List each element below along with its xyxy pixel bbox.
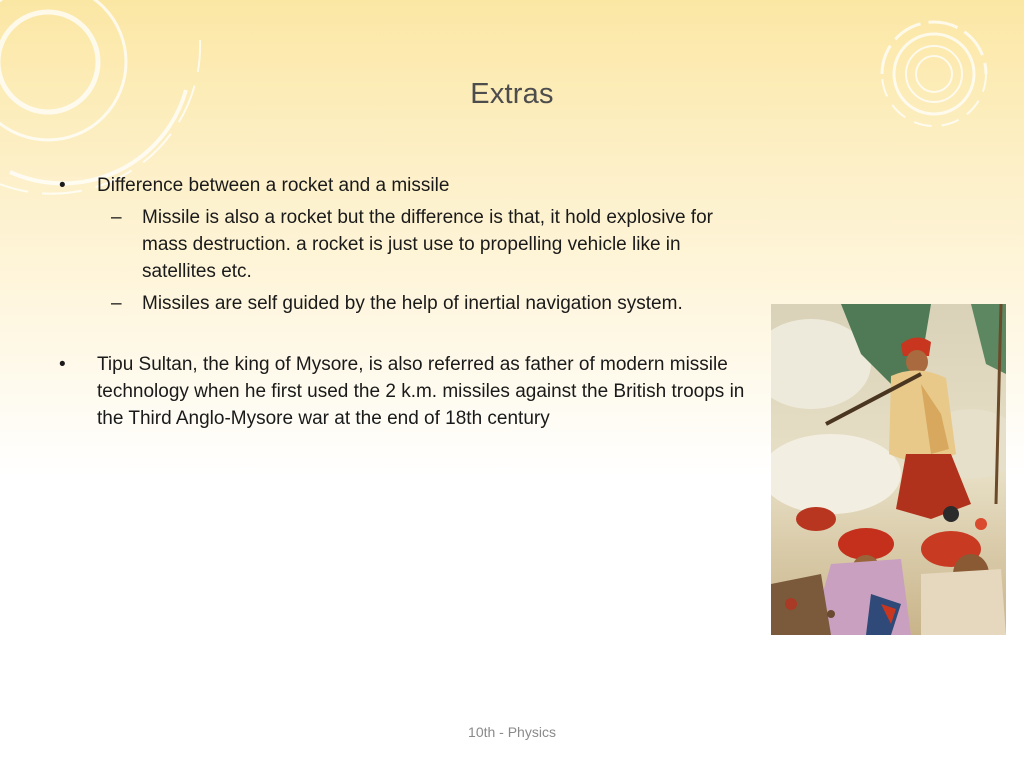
bullet-item [56,351,756,432]
sub-bullet-item [56,290,756,317]
sub-bullet-marker: – [111,293,122,314]
bullet-item [56,172,756,199]
bullet-marker: • [59,175,66,196]
slide-body [56,172,756,432]
slide-footer: 10th - Physics [468,724,556,740]
bullet-marker: • [59,354,66,375]
bullet-text: Tipu Sultan, the king of Mysore, is also referred as father of modern missile technology when he first used the 2 k.m. missiles against the British troops in the Third Anglo-Mysore war at the end of 18th century [97,354,745,429]
slide-title: Extras [470,78,554,110]
sub-bullet-text: Missiles are self guided by the help of inertial navigation system. [142,293,683,314]
bullet-text: Difference between a rocket and a missile [97,175,450,196]
sub-bullet-text: Missile is also a rocket but the difference is that, it hold explosive for mass destruction. a rocket is just use to propelling vehicle like in satellites etc. [142,207,713,282]
sub-bullet-marker: – [111,207,122,228]
tipu-sultan-battle-painting [771,304,1006,635]
sub-bullet-item [56,204,756,285]
